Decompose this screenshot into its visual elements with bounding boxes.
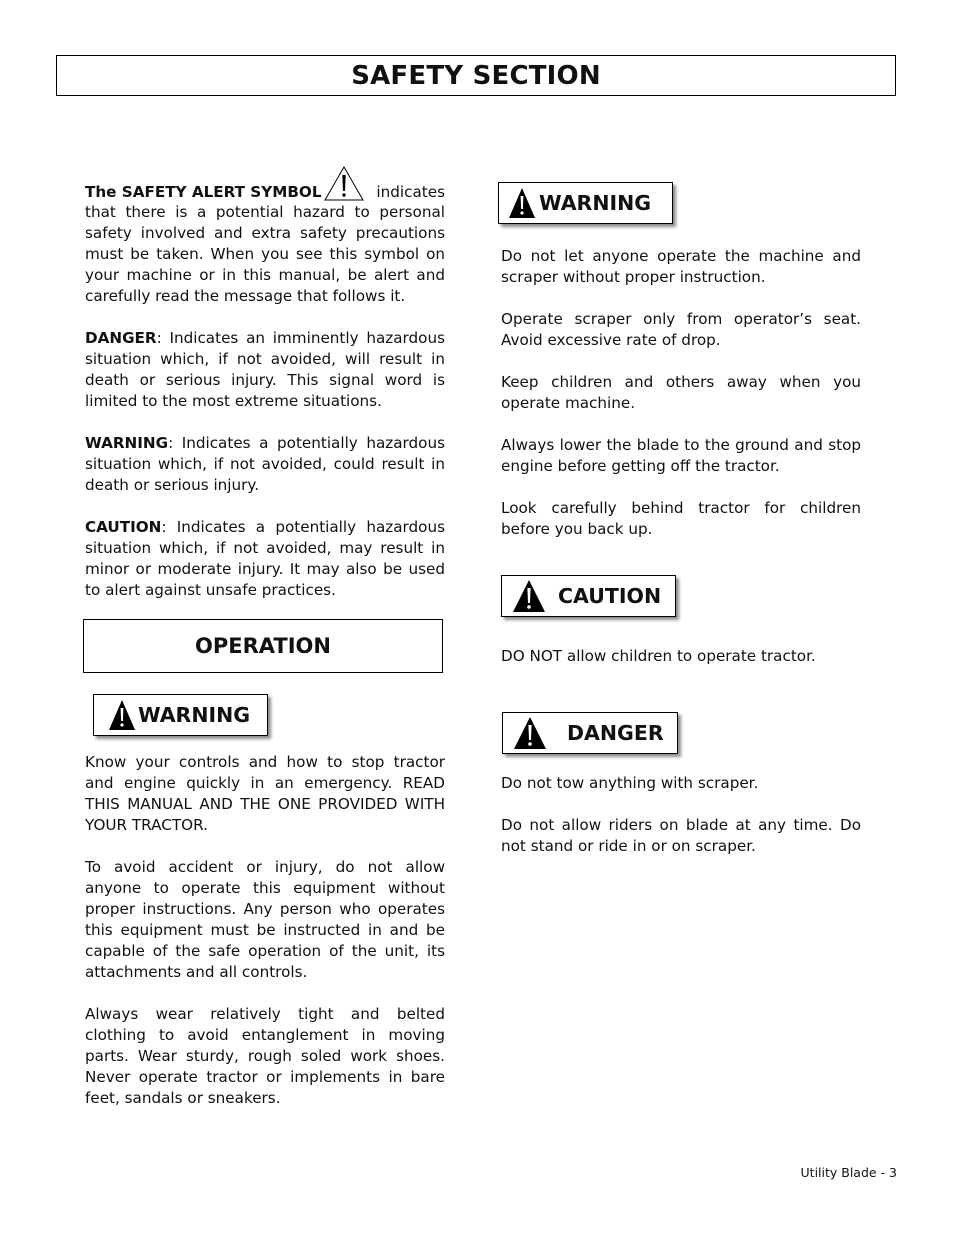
caution-triangle-icon	[512, 579, 546, 613]
right-warning-label: WARNING	[539, 191, 652, 215]
caution-sign	[501, 575, 676, 617]
warning-paragraph: Always lower the blade to the ground and stop engine before getting off the tractor.	[501, 436, 861, 475]
safety-symbol-tail: indicates	[376, 183, 445, 201]
right-warning-sign	[498, 182, 673, 224]
caution-paragraph: DO NOT allow children to operate tractor.	[501, 647, 816, 665]
safety-alert-icon	[323, 165, 365, 209]
warning-paragraph: Operate scraper only from operator’s seat. Avoid excessive rate of drop.	[501, 310, 861, 349]
operation-warning-sign	[93, 694, 268, 736]
danger-triangle-icon	[513, 716, 547, 750]
page-footer: Utility Blade - 3	[800, 1165, 897, 1180]
operation-paragraph: Know your controls and how to stop tractor and engine quickly in an emergency. READ THIS MANUAL AND THE ONE PROVIDED WITH YOUR TRACTOR.	[85, 753, 445, 834]
danger-paragraph: Do not tow anything with scraper.	[501, 774, 759, 792]
caution-text	[501, 646, 861, 688]
warning-term: WARNING	[85, 434, 169, 452]
danger-label: DANGER	[567, 721, 664, 745]
warning-paragraph: Look carefully behind tractor for children before you back up.	[501, 499, 861, 538]
warning-text	[501, 246, 861, 561]
warning-triangle-icon	[508, 187, 536, 219]
warning-text: : Indicates a potentially hazardous situation which, if not avoided, could result in death or serious injury.	[85, 434, 445, 494]
operation-text	[85, 752, 445, 1130]
danger-term: DANGER	[85, 329, 157, 347]
operation-warning-label: WARNING	[138, 703, 251, 727]
left-column	[85, 180, 445, 622]
safety-symbol-text: that there is a potential hazard to personal safety involved and extra safety precautions must be taken. When you see this symbol on your machine or in this manual, be alert and carefully read the message that follows it.	[85, 203, 445, 305]
warning-triangle-icon	[108, 699, 136, 731]
caution-definition	[85, 517, 445, 601]
caution-label: CAUTION	[558, 584, 662, 608]
safety-symbol-lead: The SAFETY ALERT SYMBOL	[85, 183, 322, 201]
warning-paragraph: Keep children and others away when you operate machine.	[501, 373, 861, 412]
operation-heading: OPERATION	[83, 619, 443, 673]
operation-paragraph: Always wear relatively tight and belted clothing to avoid entanglement in moving parts. Wear sturdy, rough soled work shoes. Never operate tractor or implements in bare feet, sandals or sneakers.	[85, 1005, 445, 1107]
danger-definition	[85, 328, 445, 412]
danger-text	[501, 773, 861, 878]
operation-paragraph: To avoid accident or injury, do not allow anyone to operate this equipment without proper instructions. Any person who operates this equipment must be instructed in and be capable of the safe operation of the unit, its attachments and all controls.	[85, 858, 445, 981]
danger-text: : Indicates an imminently hazardous situation which, if not avoided, will result in death or serious injury. This signal word is limited to the most extreme situations.	[85, 329, 445, 410]
safety-symbol-line	[85, 180, 445, 204]
caution-term: CAUTION	[85, 518, 162, 536]
caution-text: : Indicates a potentially hazardous situation which, if not avoided, may result in minor or moderate injury. It may also be used to alert against unsafe practices.	[85, 518, 445, 599]
warning-definition	[85, 433, 445, 496]
danger-paragraph: Do not allow riders on blade at any time. Do not stand or ride in or on scraper.	[501, 816, 861, 855]
page-title: SAFETY SECTION	[56, 55, 896, 96]
danger-sign	[502, 712, 678, 754]
warning-paragraph: Do not let anyone operate the machine and scraper without proper instruction.	[501, 247, 861, 286]
